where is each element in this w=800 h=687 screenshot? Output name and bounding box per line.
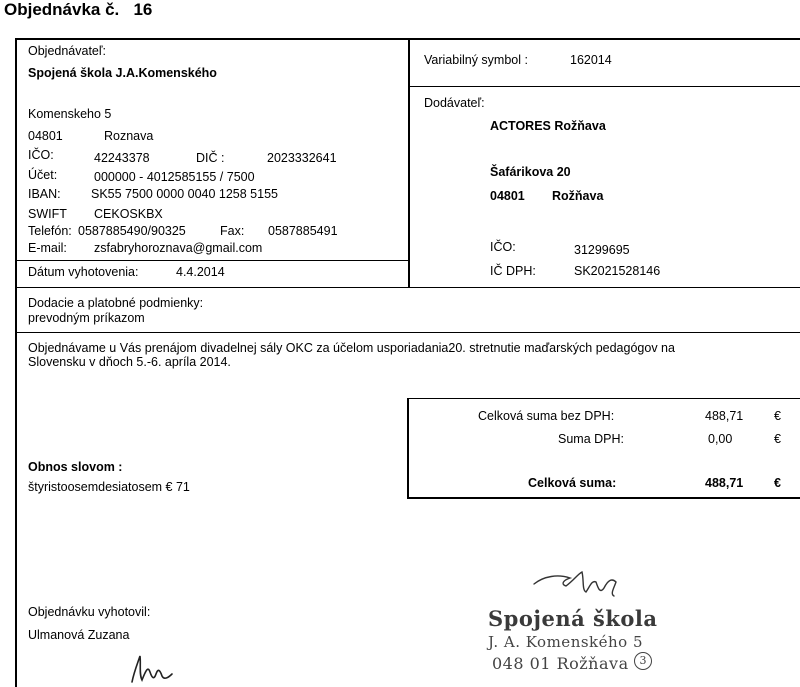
stamp-signature <box>530 568 622 598</box>
orderer-name: Spojená škola J.A.Komenského <box>28 66 217 80</box>
supplier-ico-label: IČO: <box>490 240 516 254</box>
orderer-account-label: Účet: <box>28 168 58 182</box>
orderer-heading: Objednávateľ: <box>28 44 107 58</box>
header-bottom-line <box>15 287 800 288</box>
supplier-icdph-label: IČ DPH: <box>490 264 536 278</box>
document-title-label: Objednávka č. <box>4 0 120 19</box>
stamp-line-2: J. A. Komenského 5 <box>488 633 644 651</box>
variable-symbol-label: Variabilný symbol : <box>424 53 528 67</box>
terms-value: prevodným príkazom <box>28 311 145 325</box>
issue-date: 4.4.2014 <box>176 265 225 279</box>
column-divider <box>408 38 410 288</box>
vat-currency: € <box>774 432 781 446</box>
orderer-email: zsfabryhoroznava@gmail.com <box>94 241 263 255</box>
stamp-number <box>634 652 652 670</box>
grand-total-currency: € <box>774 476 781 490</box>
net-total-value: 488,71 <box>705 409 744 423</box>
stamp-number-text: 3 <box>639 654 647 667</box>
orderer-fax-label: Fax: <box>220 224 245 238</box>
supplier-street: Šafárikova 20 <box>490 165 571 179</box>
issuer-signature <box>128 650 176 686</box>
stamp-line-3: 048 01 Rožňava <box>492 654 629 673</box>
orderer-fax: 0587885491 <box>268 224 338 238</box>
orderer-dic-label: DIČ : <box>196 151 225 165</box>
orderer-ico: 42243378 <box>94 151 150 165</box>
orderer-phone-label: Telefón: <box>28 224 72 238</box>
variable-symbol-value: 162014 <box>570 53 612 67</box>
orderer-city: Roznava <box>104 129 154 143</box>
terms-heading: Dodacie a platobné podmienky: <box>28 296 204 310</box>
vat-value: 0,00 <box>708 432 733 446</box>
supplier-ico: 31299695 <box>574 243 630 257</box>
orderer-swift: CEKOSKBX <box>94 207 163 221</box>
orderer-zip: 04801 <box>28 129 63 143</box>
terms-bottom-line <box>15 332 800 333</box>
supplier-heading: Dodávateľ: <box>424 96 485 110</box>
net-total-label: Celková suma bez DPH: <box>478 409 615 423</box>
date-top-line <box>15 260 409 261</box>
supplier-name: ACTORES Rožňava <box>490 119 606 133</box>
orderer-email-label: E-mail: <box>28 241 67 255</box>
supplier-city: Rožňava <box>552 189 604 203</box>
amount-words-heading: Obnos slovom : <box>28 460 123 474</box>
vs-bottom-line <box>408 86 800 87</box>
supplier-icdph: SK2021528146 <box>574 264 661 278</box>
issue-date-label: Dátum vyhotovenia: <box>28 265 139 279</box>
issuer-heading: Objednávku vyhotovil: <box>28 605 151 619</box>
frame-left-border <box>15 38 17 687</box>
orderer-ico-label: IČO: <box>28 148 54 162</box>
grand-total-label: Celková suma: <box>528 476 617 490</box>
orderer-iban: SK55 7500 0000 0040 1258 5155 <box>91 187 278 201</box>
orderer-dic: 2023332641 <box>267 151 337 165</box>
description-line-2: Slovensku v dňoch 5.-6. apríla 2014. <box>28 355 231 369</box>
net-total-currency: € <box>774 409 781 423</box>
orderer-account: 000000 - 4012585155 / 7500 <box>94 170 255 184</box>
orderer-swift-label: SWIFT <box>28 207 67 221</box>
orderer-street: Komenskeho 5 <box>28 107 112 121</box>
grand-total-value: 488,71 <box>705 476 744 490</box>
stamp-line-1: Spojená škola <box>488 606 658 631</box>
vat-label: Suma DPH: <box>558 432 624 446</box>
document-title <box>4 0 152 20</box>
issuer-name: Ulmanová Zuzana <box>28 628 130 642</box>
amount-words-value: štyristoosemdesiatosem € 71 <box>28 480 190 494</box>
orderer-iban-label: IBAN: <box>28 187 61 201</box>
document-number: 16 <box>133 0 153 19</box>
description-line-1: Objednávame u Vás prenájom divadelnej sály OKC za účelom usporiadania20. stretnutie maďarských pedagógov na <box>28 341 675 355</box>
orderer-phone: 0587885490/90325 <box>78 224 186 238</box>
supplier-zip: 04801 <box>490 189 525 203</box>
